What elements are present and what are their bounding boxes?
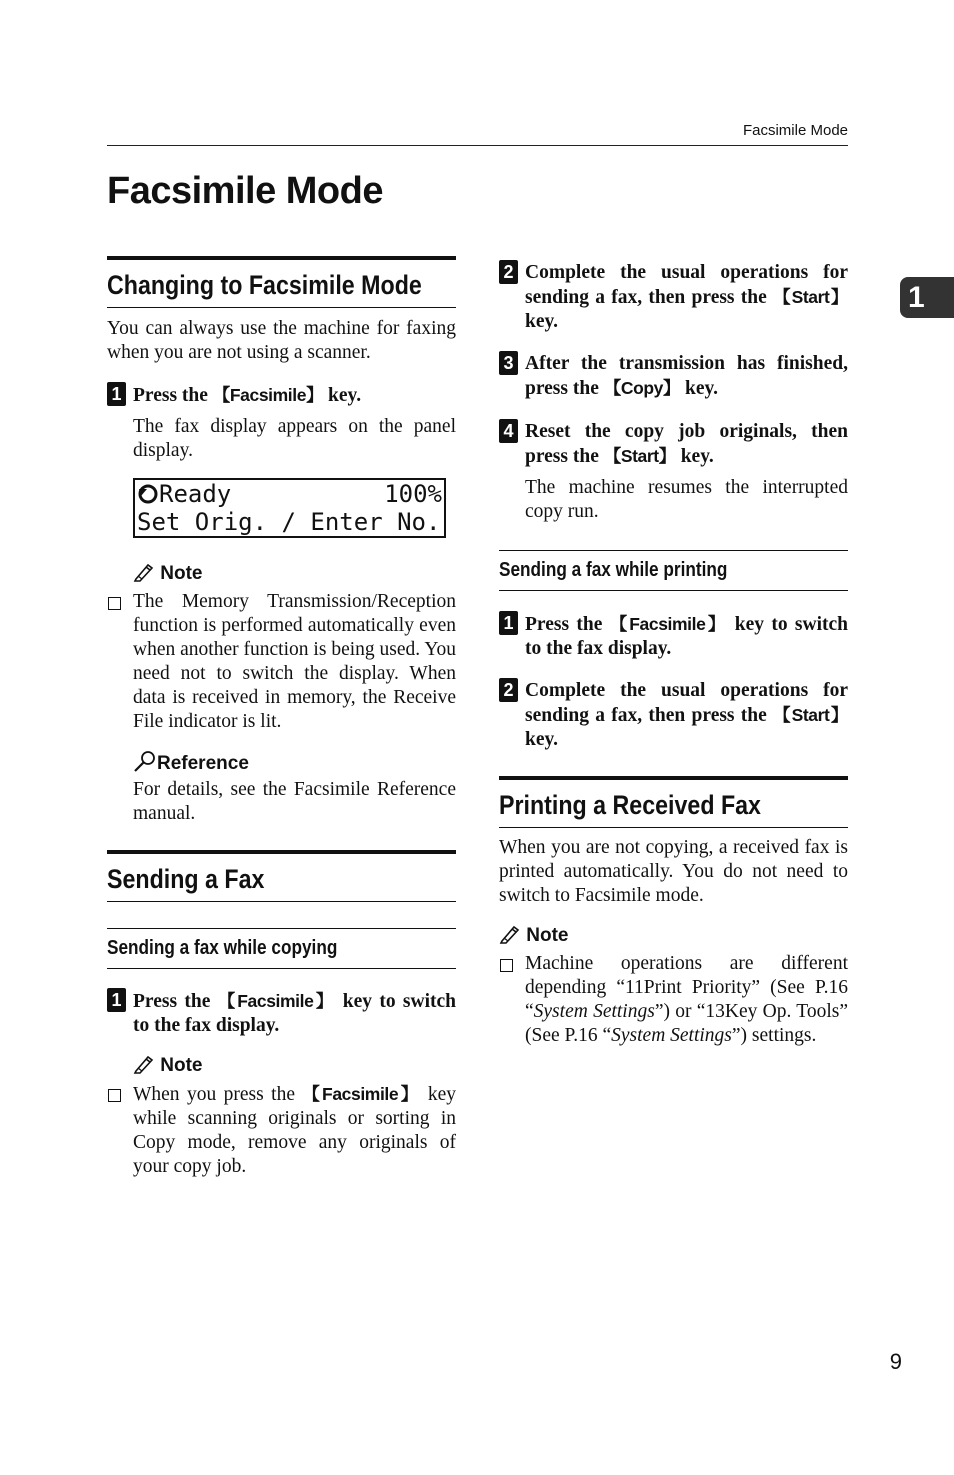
lcd-line2: Set Orig. / Enter No. (137, 508, 441, 536)
step-text: key to switch to the fax display. (133, 991, 456, 1036)
start-key-label: 【Start】 (773, 705, 848, 725)
lcd-percent: 100% (384, 480, 442, 508)
note-text: key while scanning originals or sorting in Copy mode, remove any originals of your copy job. (133, 1084, 456, 1177)
facsimile-key-label: 【Facsimile】 (302, 1084, 421, 1104)
subsection-heading-printing: Sending a fax while printing (499, 559, 728, 581)
copy-key-label: 【Copy】 (603, 378, 681, 398)
step-copying-4 (499, 420, 848, 469)
note-label: Note (160, 1055, 203, 1076)
step-number-badge: 1 (499, 611, 518, 635)
step-number-badge: 3 (499, 351, 518, 375)
printing-intro: When you are not copying, a received fax is printed automatically. You do not need to switch to Facsimile mode. (499, 837, 848, 906)
start-key-label: 【Start】 (773, 287, 848, 307)
note-item-changing (107, 590, 456, 734)
section-rule (499, 827, 848, 828)
subsection-rule (107, 968, 456, 969)
chapter-title: Facsimile Mode (107, 170, 383, 212)
step-printing-1 (499, 612, 848, 661)
note-heading (133, 1054, 456, 1078)
start-key-label: 【Start】 (603, 446, 676, 466)
step-number-badge: 4 (499, 419, 518, 443)
facsimile-key-label: 【Facsimile】 (609, 614, 728, 634)
checkbox-icon (500, 959, 513, 972)
reference-label: Reference (157, 753, 249, 774)
reference-block (107, 750, 456, 826)
step-text: Complete the usual operations for sending a fax, then press the (525, 680, 848, 726)
note-text: The Memory Transmission/Reception function is performed automatically even when another function is being used. You need not to switch the display. When data is received in memory, the Receive File indicator is lit. (133, 591, 456, 732)
step-number-badge: 2 (499, 260, 518, 284)
section-heading-sending: Sending a Fax (107, 864, 265, 894)
step-number-badge: 1 (107, 988, 126, 1012)
step-text: Reset the copy job originals, then press the (525, 421, 848, 467)
step-text: key. (323, 385, 362, 406)
pencil-icon (133, 1054, 155, 1074)
section-rule (107, 901, 456, 902)
note-item-printing (499, 952, 848, 1048)
note-item-sending (107, 1082, 456, 1179)
note-text: Machine operations are different depending “11Print Priority” (See P.16 “ (525, 953, 848, 1022)
header-rule (107, 145, 848, 146)
right-column (499, 256, 848, 1048)
step-copying-4-body: The machine resumes the interrupted copy run. (525, 477, 848, 522)
step-text: key. (680, 378, 719, 399)
running-header: Facsimile Mode (742, 122, 848, 139)
facsimile-key-label: 【Facsimile】 (217, 991, 336, 1011)
note-label: Note (160, 563, 203, 584)
left-column (107, 256, 456, 1179)
page-number: 9 (889, 1349, 902, 1374)
note-block-printing (499, 924, 848, 948)
note-text: When you press the (133, 1084, 303, 1105)
pencil-icon (499, 924, 521, 944)
lcd-status (137, 480, 231, 508)
note-block-changing (107, 562, 456, 586)
note-block-sending (107, 1054, 456, 1078)
section-heading-printing-received: Printing a Received Fax (499, 790, 761, 820)
step-number-badge: 1 (107, 382, 126, 406)
step-changing-1-body: The fax display appears on the panel display. (133, 416, 456, 461)
note-heading (133, 562, 456, 586)
step-text: key. (525, 311, 559, 332)
note-label: Note (526, 925, 569, 946)
step-text: key. (675, 446, 714, 467)
step-text: After the transmission has finished, press the (525, 353, 848, 399)
step-printing-2 (499, 679, 848, 752)
step-text: key. (525, 729, 559, 750)
section-heading-changing: Changing to Facsimile Mode (107, 270, 422, 300)
system-settings-link[interactable]: System Settings (533, 1001, 655, 1022)
step-text: key to switch to the fax display. (525, 614, 848, 659)
facsimile-key-label: 【Facsimile】 (212, 385, 324, 405)
reference-text: For details, see the Facsimile Reference manual. (133, 779, 456, 824)
note-text: ”) or “13Key Op. Tools” (See P.16 “ (525, 1001, 848, 1046)
pencil-icon (133, 562, 155, 582)
subsection-rule (499, 590, 848, 591)
step-number-badge: 2 (499, 678, 518, 702)
rotate-icon (137, 483, 159, 505)
step-copying-3 (499, 352, 848, 401)
note-heading (499, 924, 848, 948)
step-changing-1 (107, 383, 456, 408)
section-rule (107, 307, 456, 308)
subsection-heading-copying: Sending a fax while copying (107, 937, 338, 959)
lcd-ready-text: Ready (159, 480, 232, 508)
magnifier-icon (133, 750, 157, 772)
checkbox-icon (108, 1089, 121, 1102)
chapter-tab[interactable]: 1 (900, 277, 954, 318)
step-text: Complete the usual operations for sending a fax, then press the (525, 262, 848, 308)
panel-display (133, 478, 446, 538)
note-text: ”) settings. (731, 1025, 817, 1046)
step-text: Press the (525, 614, 610, 635)
step-copying-1 (107, 989, 456, 1038)
system-settings-link[interactable]: System Settings (611, 1025, 732, 1046)
step-text: Press the (133, 991, 218, 1012)
step-copying-2 (499, 261, 848, 334)
reference-heading (133, 750, 456, 776)
changing-intro: You can always use the machine for faxing when you are not using a scanner. (107, 318, 456, 363)
checkbox-icon (108, 597, 121, 610)
step-text: Press the (133, 385, 213, 406)
